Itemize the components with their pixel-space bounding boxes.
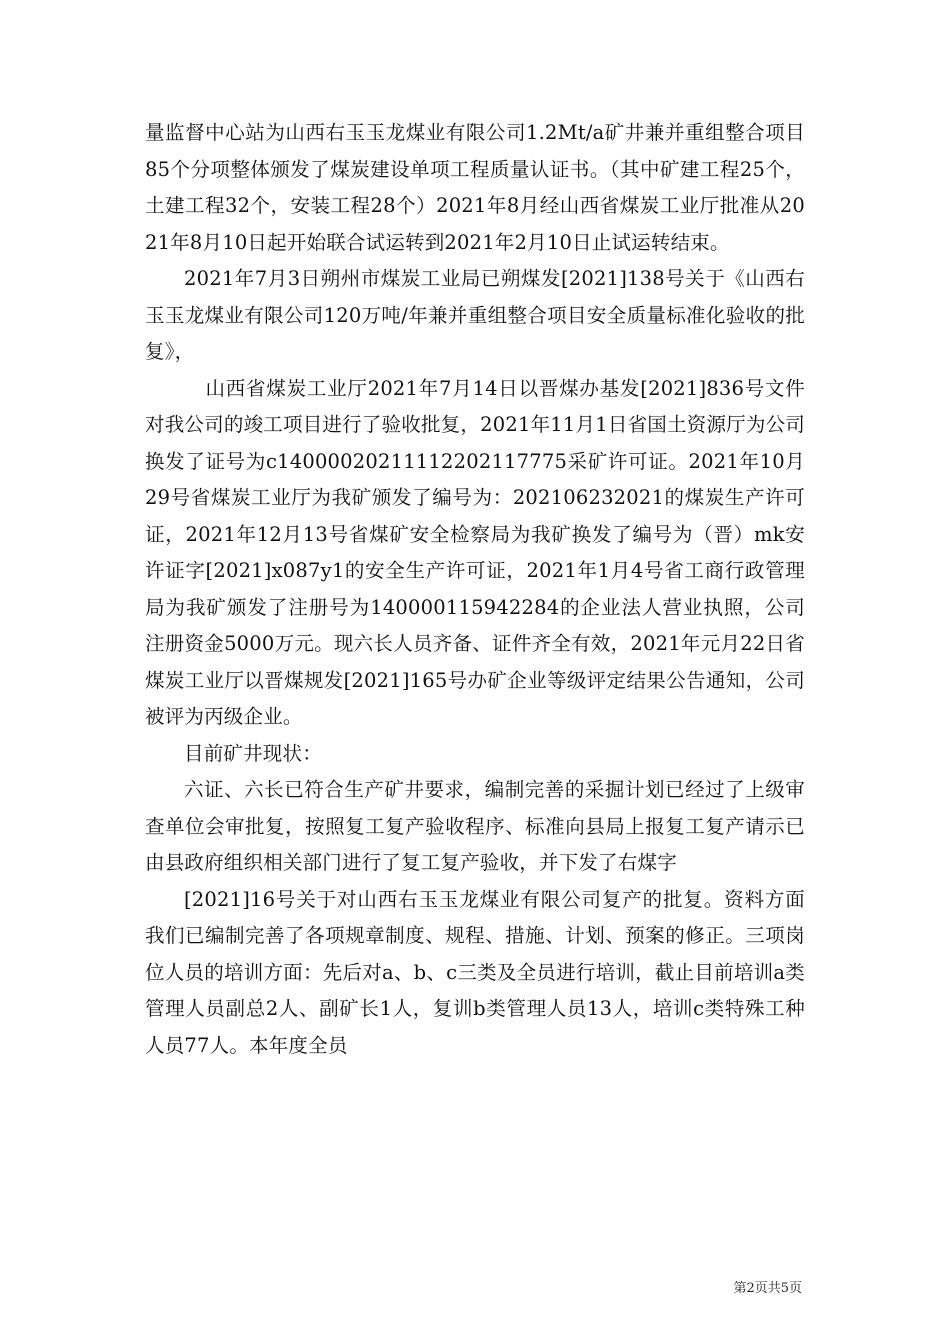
paragraph-current-status-heading: 目前矿井现状： bbox=[184, 741, 322, 765]
paragraph-shuozhou-approval: 2021年7月3日朔州市煤炭工业局已朔煤发[2021]138号关于《山西右玉玉龙煤业有限公司120万吨/年兼并重组整合项目安全质量标准化验收的批复》， bbox=[145, 267, 805, 363]
paragraph-production-requirements: 六证、六长已符合生产矿井要求，编制完善的采掘计划已经过了上级审查单位会审批复，按照复工复产验收程序、标准向县局上报复工复产请示已由县政府组织相关部门进行了复工复产验收，并下发了右煤字 bbox=[145, 778, 805, 874]
document-body bbox=[145, 115, 805, 1064]
paragraph-quality-certification: 量监督中心站为山西右玉玉龙煤业有限公司1.2Mt/a矿井兼并重组整合项目85个分项整体颁发了煤炭建设单项工程质量认证书。（其中矿建工程25个，土建工程32个，安装工程28个）2021年8月经山西省煤炭工业厅批准从2021年8月10日起开始联合试运转到2021年2月10日止试运转结束。 bbox=[145, 121, 805, 254]
paragraph-licenses: 山西省煤炭工业厅2021年7月14日以晋煤办基发[2021]836号文件对我公司的竣工项目进行了验收批复，2021年11月1日省国土资源厅为公司换发了证号为c14000020211112202117775采矿许可证。2021年10月29号省煤炭工业厅为我矿颁发了编号为：202106232021的煤炭生产许可证，2021年12月13号省煤矿安全检察局为我矿换发了编号为（晋）mk安许证字[2021]x087y1的安全生产许可证，2021年1月4号省工商行政管理局为我矿颁发了注册号为140000115942284的企业法人营业执照，公司注册资金5000万元。现六长人员齐备、证件齐全有效，2021年元月22日省煤炭工业厅以晋煤规发[2021]165号办矿企业等级评定结果公告通知，公司被评为丙级企业。 bbox=[145, 376, 805, 728]
page-number: 第2页共5页 bbox=[733, 1281, 802, 1296]
paragraph-training: [2021]16号关于对山西右玉玉龙煤业有限公司复产的批复。资料方面我们已编制完善了各项规章制度、规程、措施、计划、预案的修正。三项岗位人员的培训方面：先后对a、b、c三类及全员进行培训，截止目前培训a类管理人员副总2人、副矿长1人，复训b类管理人员13人，培训c类特殊工种人员77人。本年度全员 bbox=[145, 887, 805, 1057]
